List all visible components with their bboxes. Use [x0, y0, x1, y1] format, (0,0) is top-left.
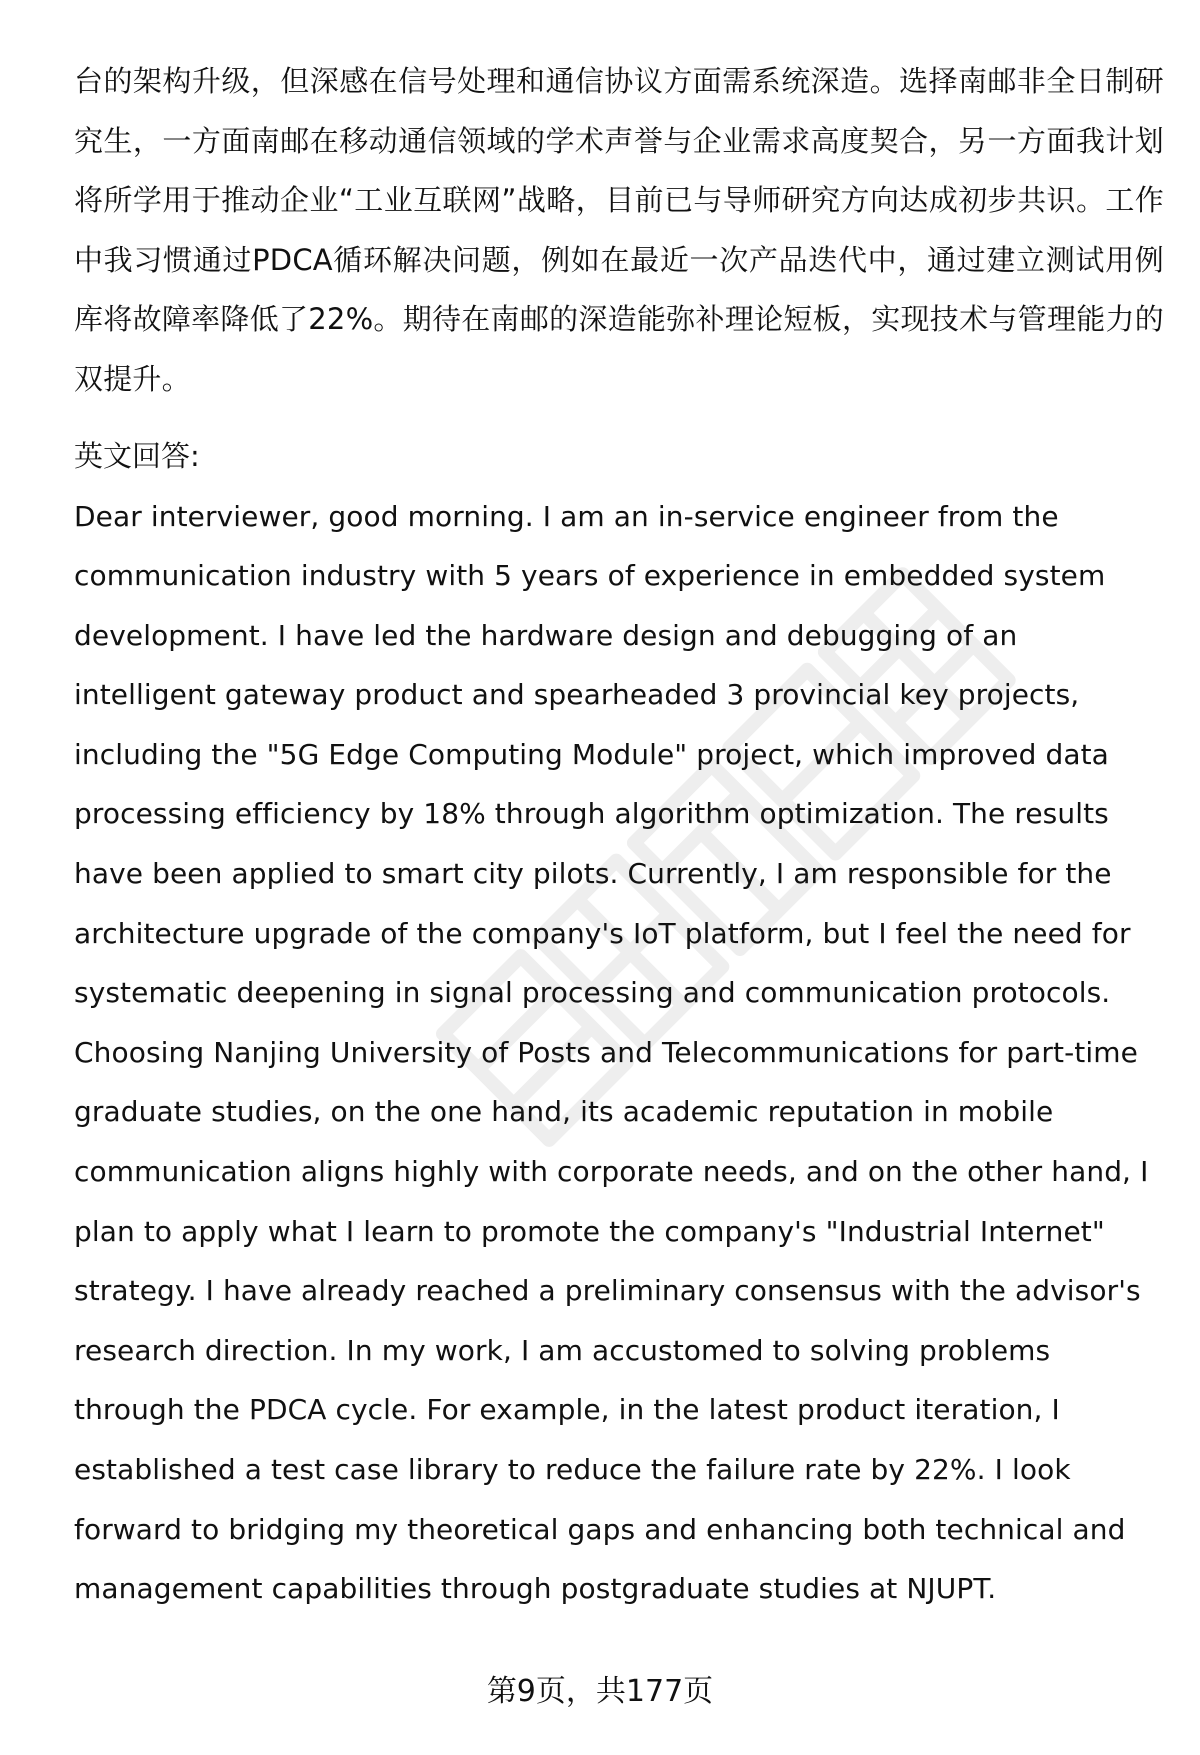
page-indicator: 第9页，共177页 — [486, 1674, 714, 1709]
english-answer-label: 英文回答: — [74, 439, 200, 473]
document-body — [74, 52, 1164, 1619]
english-answer-paragraph: Dear interviewer, good morning. I am an in-service engineer from the communication industry with 5 years of experience in embedded system development. I have led the hardware design and debugging of an intelligent gateway product and spearheaded 3 provincial key projects, including the "5G Edge Computing Module" project, which improved data processing efficiency by 18% through algorithm optimization. The results have been applied to smart city pilots. Currently, I am responsible for the architecture upgrade of the company's IoT platform, but I feel the need for systematic deepening in signal processing and communication protocols. Choosing Nanjing University of Posts and Telecommunications for part-time graduate studies, on the one hand, its academic reputation in mobile communication aligns highly with corporate needs, and on the other hand, I plan to apply what I learn to promote the company's "Industrial Internet" strategy. I have already reached a preliminary consensus with the advisor's research direction. In my work, I am accustomed to solving problems through the PDCA cycle. For example, in the latest product iteration, I established a test case library to reduce the failure rate by 22%. I look forward to bridging my theoretical gaps and enhancing both technical and management capabilities through postgraduate studies at NJUPT. — [74, 499, 1149, 1606]
chinese-answer-paragraph: 台的架构升级，但深感在信号处理和通信协议方面需系统深造。选择南邮非全日制研究生，一方面南邮在移动通信领域的学术声誉与企业需求高度契合，另一方面我计划将所学用于推动企业“工业互联网”战略，目前已与导师研究方向达成初步共识。工作中我习惯通过PDCA循环解决问题，例如在最近一次产品迭代中，通过建立测试用例库将故障率降低了22%。期待在南邮的深造能弥补理论短板，实现技术与管理能力的双提升。 — [74, 64, 1164, 396]
